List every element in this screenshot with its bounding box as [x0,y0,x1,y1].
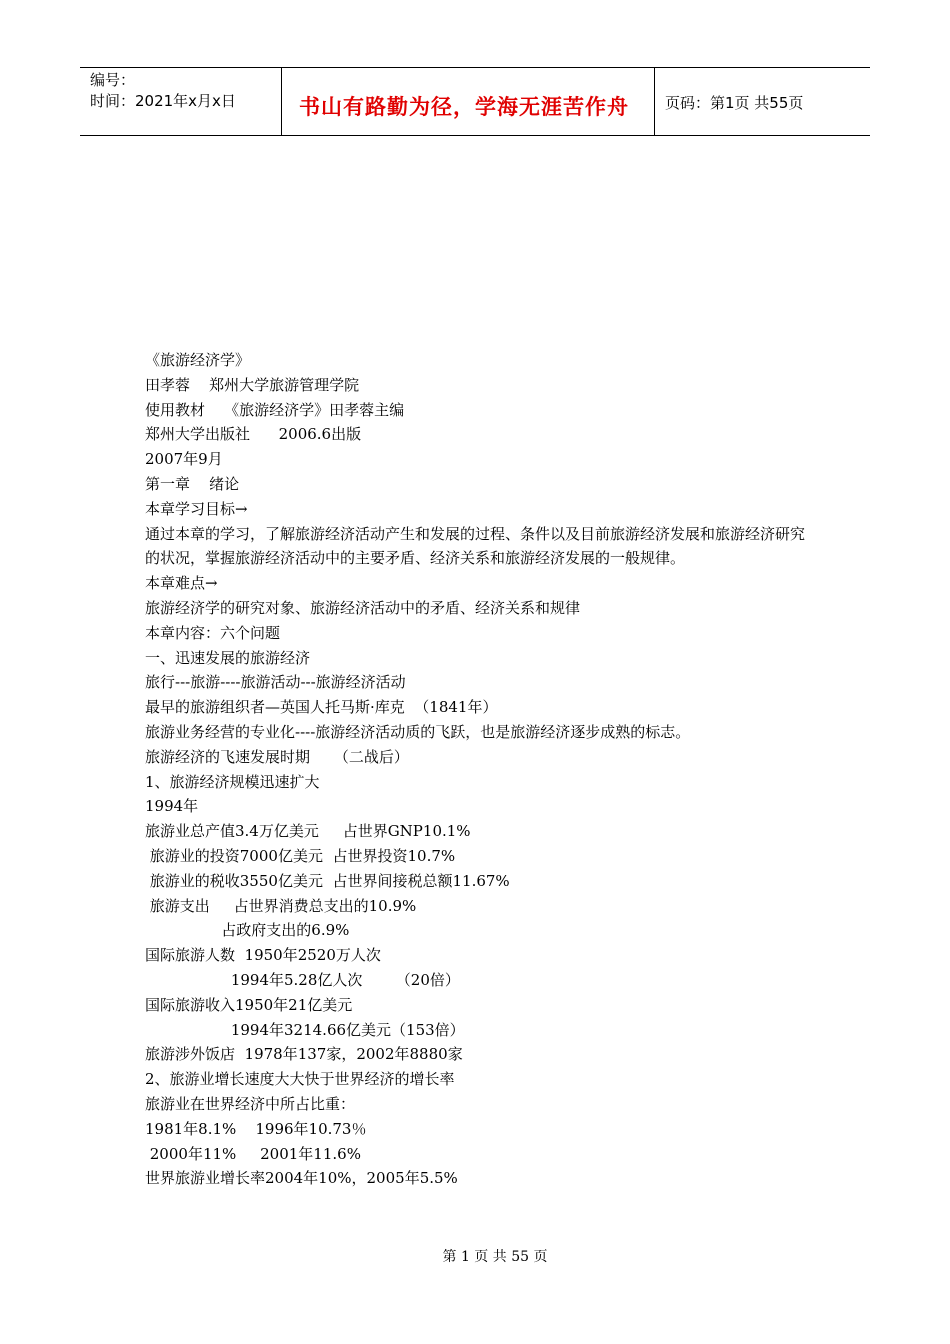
text-line: 最早的旅游组织者—英国人托马斯·库克 （1841年） [145,698,498,717]
text-line: 1994年5.28亿人次 （20倍） [145,970,460,989]
text-line: 1994年3214.66亿美元（153倍） [145,1020,465,1039]
contents-heading: 本章内容：六个问题 [145,623,281,642]
text-line: 旅游业务经营的专业化----旅游经济活动质的飞跃，也是旅游经济逐步成熟的标志。 [145,722,691,741]
header-top-rule [80,67,870,68]
difficulties-text: 旅游经济学的研究对象、旅游经济活动中的矛盾、经济关系和规律 [145,598,581,617]
text-line: 旅游业的税收3550亿美元 占世界间接税总额11.67% [145,871,510,890]
text-line: 旅游业在世界经济中所占比重： [145,1094,356,1113]
header-bottom-rule [80,135,870,136]
text-line: 国际旅游收入1950年21亿美元 [145,995,353,1014]
text-line: 旅游业总产值3.4万亿美元 占世界GNP10.1% [145,822,471,841]
publisher-line: 郑州大学出版社 2006.6出版 [145,425,362,444]
header-page-number: 页码：第1页 共55页 [665,94,804,112]
author-line: 田孝蓉 郑州大学旅游管理学院 [145,375,360,394]
subsection-heading: 1、旅游经济规模迅速扩大 [145,772,320,791]
time-label: 时间：2021年x月x日 [90,92,236,110]
document-body [145,348,815,1191]
text-line: 旅游支出 占世界消费总支出的10.9% [145,896,417,915]
text-line: 2000年11% 2001年11.6% [145,1144,361,1163]
header-motto: 书山有路勤为径，学海无涯苦作舟 [299,95,629,119]
text-line: 国际旅游人数 1950年2520万人次 [145,946,381,965]
header-divider-left [281,67,282,136]
header-meta [90,70,236,112]
page-footer: 第 1 页 共 55 页 [442,1249,548,1265]
section-heading: 一、迅速发展的旅游经济 [145,648,311,667]
date-line: 2007年9月 [145,450,223,469]
text-line: 旅游涉外饭店 1978年137家，2002年8880家 [145,1045,463,1064]
difficulties-heading: 本章难点→ [145,574,218,593]
objectives-text: 通过本章的学习，了解旅游经济活动产生和发展的过程、条件以及目前旅游经济发展和旅游经济研究的状况，掌握旅游经济活动中的主要矛盾、经济关系和旅游经济发展的一般规律。 [145,524,806,568]
subsection-heading: 2、旅游业增长速度大大快于世界经济的增长率 [145,1070,455,1089]
text-line: 旅游经济的飞速发展时期 （二战后） [145,747,409,766]
code-label: 编号： [90,71,136,89]
objectives-heading: 本章学习目标→ [145,499,248,518]
book-title: 《旅游经济学》 [145,351,251,369]
textbook-line: 使用教材 《旅游经济学》田孝蓉主编 [145,400,405,419]
header-divider-right [654,67,655,136]
text-line: 1994年 [145,797,199,816]
chapter-title: 第一章 绪论 [145,474,240,493]
text-line: 世界旅游业增长率2004年10%，2005年5.5% [145,1169,458,1188]
text-line: 旅游业的投资7000亿美元 占世界投资10.7% [145,846,456,865]
text-line: 1981年8.1% 1996年10.73％ [145,1119,367,1138]
text-line: 旅行---旅游----旅游活动---旅游经济活动 [145,673,406,692]
text-line: 占政府支出的6.9% [145,921,350,940]
